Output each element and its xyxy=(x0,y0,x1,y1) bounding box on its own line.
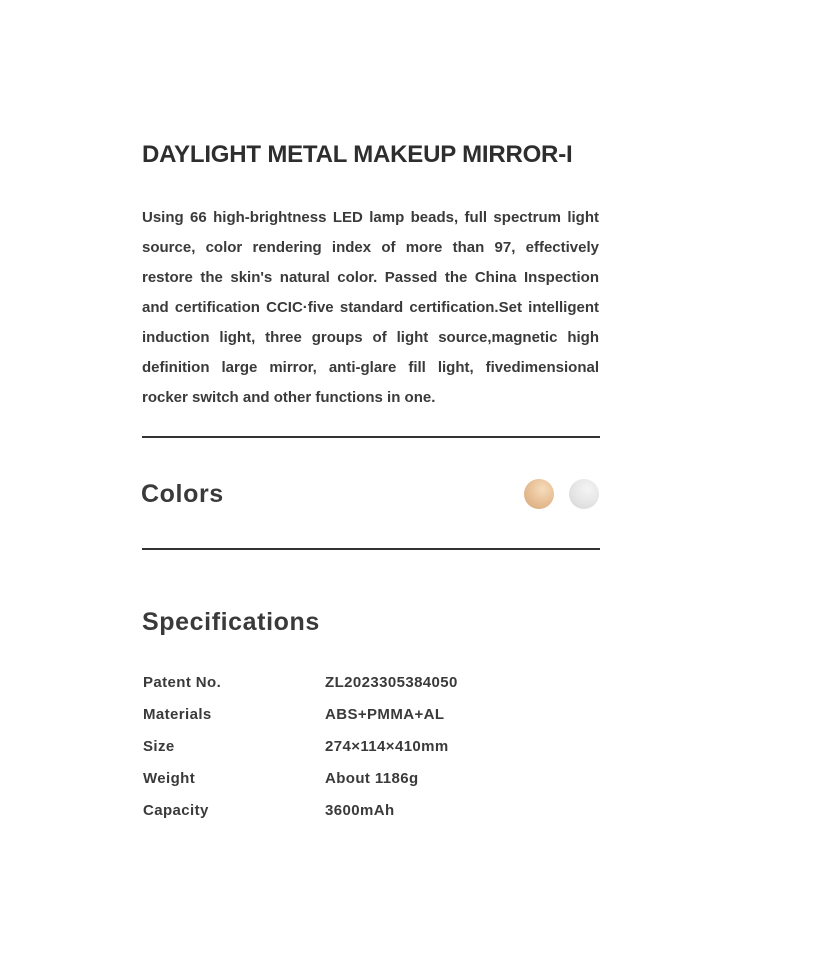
spec-value: 274×114×410mm xyxy=(325,738,449,755)
divider-bottom xyxy=(142,548,600,550)
spec-label: Size xyxy=(143,738,175,755)
color-swatch-gold[interactable] xyxy=(524,479,554,509)
spec-label: Capacity xyxy=(143,802,209,819)
spec-row-weight xyxy=(143,766,603,798)
product-title: DAYLIGHT METAL MAKEUP MIRROR-I xyxy=(142,141,573,168)
spec-value: ZL2023305384050 xyxy=(325,674,458,691)
specifications-table xyxy=(143,670,603,830)
specifications-heading: Specifications xyxy=(142,608,320,636)
product-description: Using 66 high-brightness LED lamp beads, full spectrum light source, color rendering index of more than 97, effectively restore the skin's natural color. Passed the China Inspection and certification CCIC·five standard certification.Set intelligent induction light, three groups of light source,magnetic high definition large mirror, anti-glare fill light, fivedimensional rocker switch and other functions in one. xyxy=(142,209,599,406)
spec-row-size xyxy=(143,734,603,766)
spec-value: 3600mAh xyxy=(325,802,395,819)
spec-row-materials xyxy=(143,702,603,734)
spec-label: Weight xyxy=(143,770,196,787)
divider-top xyxy=(142,436,600,438)
spec-label: Materials xyxy=(143,706,212,723)
spec-label: Patent No. xyxy=(143,674,222,691)
spec-value: ABS+PMMA+AL xyxy=(325,706,445,723)
colors-heading: Colors xyxy=(141,480,224,508)
spec-value: About 1186g xyxy=(325,770,419,787)
spec-row-patent xyxy=(143,670,603,702)
color-swatch-silver[interactable] xyxy=(569,479,599,509)
spec-row-capacity xyxy=(143,798,603,830)
